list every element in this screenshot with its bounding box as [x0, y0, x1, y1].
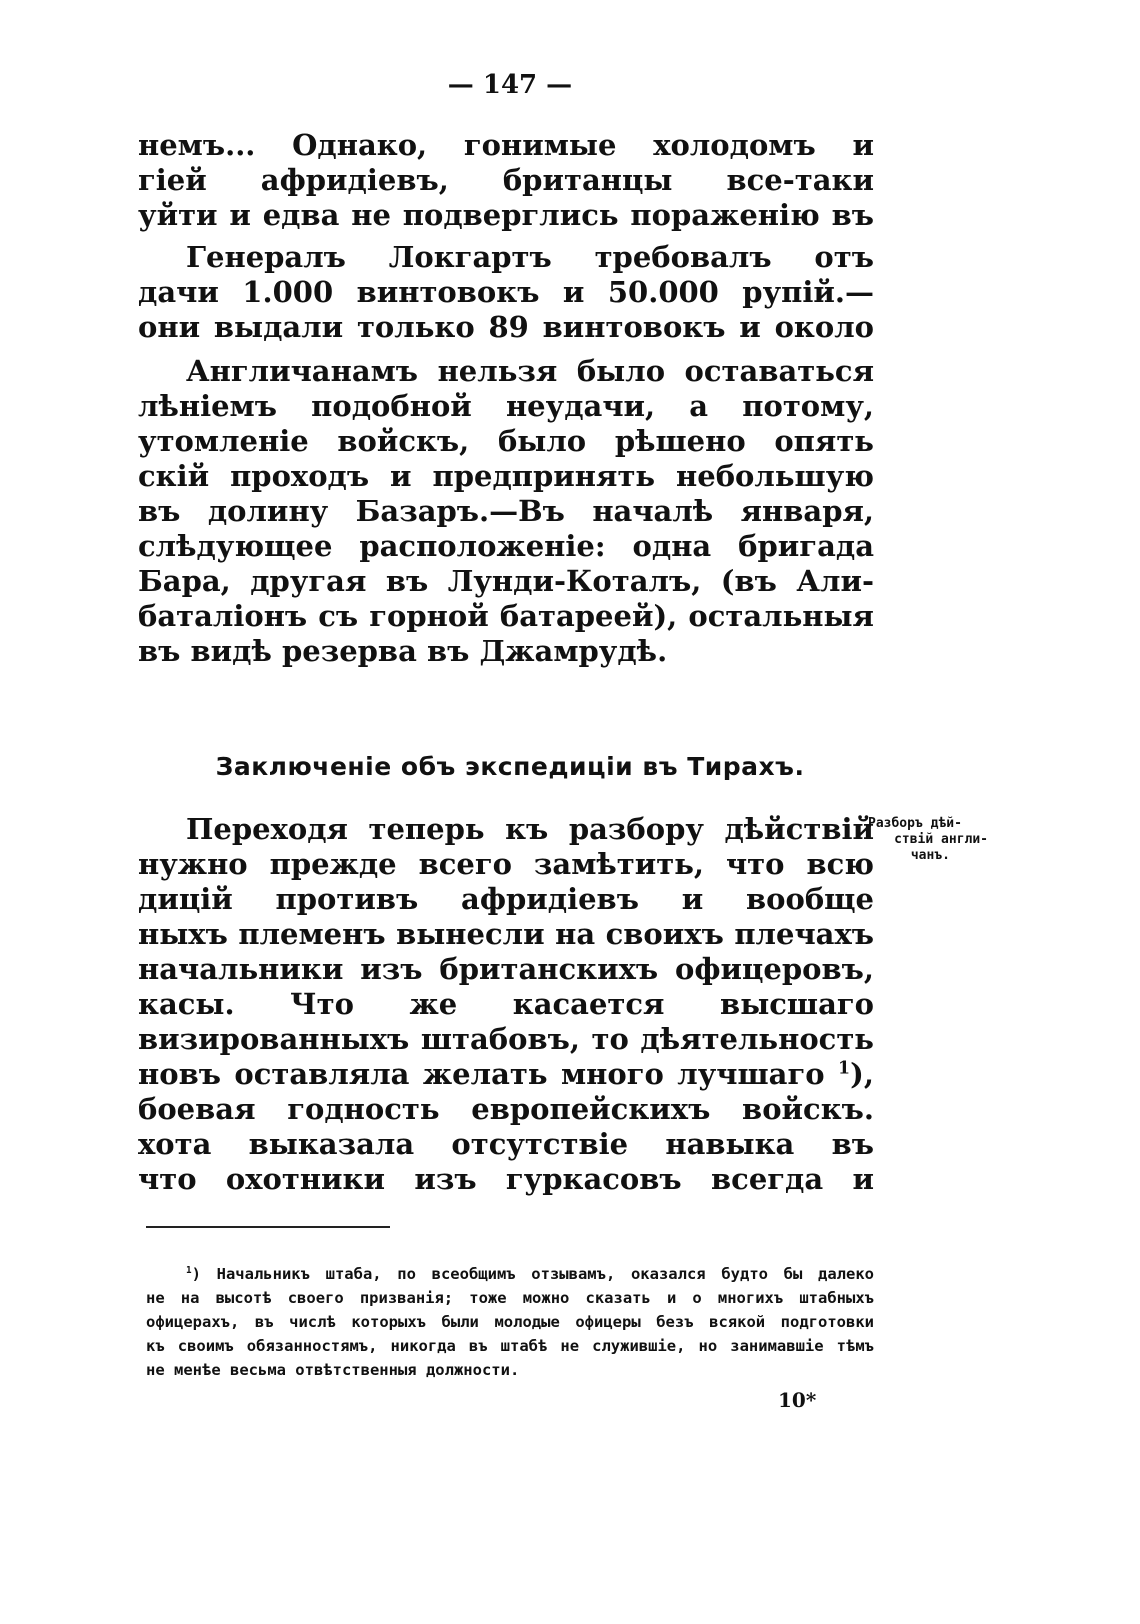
- footnote-divider: [146, 1226, 390, 1228]
- margin-note-line: ствій англи-: [894, 832, 988, 847]
- text-line: дицій противъ афридіевъ и вообще: [138, 882, 874, 916]
- text-line: визированныхъ штабовъ, то дѣятельность: [138, 1022, 874, 1056]
- paragraph-continuation: [138, 128, 874, 233]
- text-line: уйти и едва не подверглись пораженію въ: [138, 198, 874, 232]
- text-line: боевая годность европейскихъ войскъ.: [138, 1092, 874, 1126]
- signature-mark: 10*: [778, 1388, 817, 1412]
- text-line: хота выказала отсутствіе навыка въ: [138, 1127, 874, 1161]
- text-line: въ видѣ резерва въ Джамрудѣ.: [138, 634, 668, 668]
- text-line: скій проходъ и предпринять небольшую: [138, 459, 874, 493]
- text-line-with-footnote-ref: [138, 1057, 874, 1092]
- text-line-part: ),: [850, 1057, 874, 1091]
- text-line: что охотники изъ гуркасовъ всегда и: [138, 1162, 874, 1196]
- margin-note-line: Разборъ дѣй-: [868, 816, 962, 831]
- text-line: дачи 1.000 винтовокъ и 50.000 рупій.—: [138, 275, 874, 309]
- paragraph-lockhart: [138, 240, 874, 345]
- footnote-line: не на высотѣ своего призванія; тоже можно сказать и о многихъ штабныхъ: [146, 1289, 874, 1307]
- text-line: гіей афридіевъ, британцы все-таки: [138, 163, 874, 197]
- text-line: они выдали только 89 винтовокъ и около: [138, 310, 874, 344]
- text-line: начальники изъ британскихъ офицеровъ,: [138, 952, 874, 986]
- text-line: Англичанамъ нельзя было оставаться: [186, 354, 874, 388]
- text-line: утомленіе войскъ, было рѣшено опять: [138, 424, 874, 458]
- footnote-line: [146, 1262, 874, 1286]
- text-line: ныхъ племенъ вынесли на своихъ плечахъ: [138, 917, 874, 951]
- footnote-reference: 1: [838, 1058, 851, 1079]
- text-line: слѣдующее расположеніе: одна бригада: [138, 529, 874, 563]
- footnote-line: не менѣе весьма отвѣтственныя должности.: [146, 1361, 520, 1379]
- text-line: нужно прежде всего замѣтить, что всю: [138, 847, 874, 881]
- text-line: касы. Что же касается высшаго: [138, 987, 874, 1021]
- text-line: Генералъ Локгартъ требовалъ отъ: [186, 240, 874, 274]
- footnote: [146, 1262, 874, 1382]
- footnote-line: офицерахъ, въ числѣ которыхъ были молодые офицеры безъ всякой подготовки: [146, 1313, 874, 1331]
- text-line: Бара, другая въ Лунди-Коталъ, (въ Али-: [138, 564, 874, 598]
- footnote-line: къ своимъ обязанностямъ, никогда въ штабѣ не служившіе, но занимавшіе тѣмъ: [146, 1337, 874, 1355]
- text-line: баталіонъ съ горной батареей), остальныя: [138, 599, 874, 633]
- page-number: — 147 —: [447, 70, 573, 100]
- section-heading: Заключеніе объ экспедиціи въ Тирахъ.: [215, 752, 805, 781]
- footnote-marker: 1: [186, 1264, 192, 1276]
- text-line-part: новъ оставляла желать много лучшаго: [138, 1057, 825, 1091]
- margin-note-line: чанъ.: [910, 848, 950, 863]
- text-line: Переходя теперь къ разбору дѣйствій: [186, 812, 874, 846]
- footnote-text: ) Начальникъ штаба, по всеобщимъ отзывамъ, оказался будто бы далеко: [191, 1265, 874, 1283]
- margin-note: [868, 816, 992, 864]
- paragraph-khyber: [138, 354, 874, 669]
- text-line: немъ... Однако, гонимые холодомъ и: [138, 128, 874, 162]
- text-line: въ долину Базаръ.—Въ началѣ января,: [138, 494, 874, 528]
- text-line: лѣніемъ подобной неудачи, а потому,: [138, 389, 874, 423]
- paragraph-conclusion: [138, 812, 874, 1197]
